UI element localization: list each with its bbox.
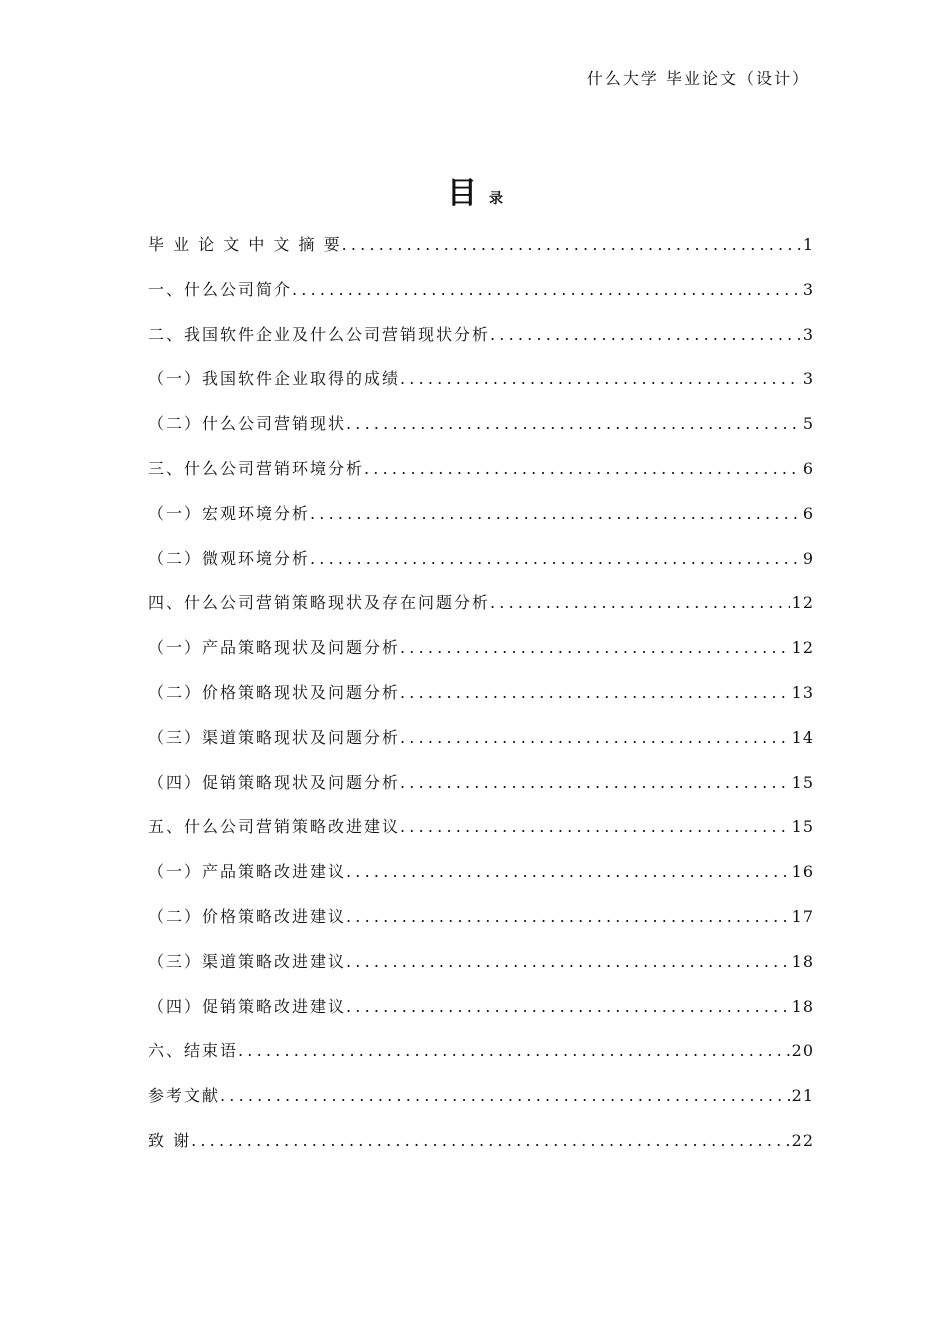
toc-entry[interactable] [148,904,814,949]
toc-entry[interactable] [148,680,814,725]
toc-dot-leader [490,593,790,612]
toc-dot-leader [292,280,801,299]
toc-entry-label: （二）微观环境分析 [148,548,311,568]
toc-entry-label: （一）我国软件企业取得的成绩 [148,369,401,389]
toc-entry-page-number: 3 [802,369,814,389]
page-header: 什么大学 毕业论文（设计） [586,69,810,88]
toc-dot-leader [342,235,801,254]
toc-entry[interactable] [148,322,814,367]
toc-entry[interactable] [148,635,814,680]
toc-dot-leader [400,683,790,702]
toc-entry-label: 致 谢 [148,1130,192,1150]
toc-entry-label: 二、我国软件企业及什么公司营销现状分析 [148,324,491,344]
toc-entry-page-number: 12 [791,638,814,658]
toc-entry-label: （一）产品策略改进建议 [148,862,347,882]
toc-entry[interactable] [148,814,814,859]
toc-entry-page-number: 20 [791,1041,814,1061]
toc-dot-leader [191,1131,790,1150]
toc-dot-leader [238,1041,790,1060]
toc-entry-label: 参考文献 [148,1086,221,1106]
toc-dot-leader [400,638,790,657]
toc-entry-page-number: 13 [791,682,814,702]
toc-entry[interactable] [148,232,814,277]
toc-entry-label: （三）渠道策略现状及问题分析 [148,727,401,747]
toc-entry-page-number: 3 [802,324,814,344]
toc-entry[interactable] [148,366,814,411]
toc-entry-page-number: 21 [791,1086,814,1106]
toc-entry[interactable] [148,949,814,994]
toc-entry-label: （一）产品策略现状及问题分析 [148,638,401,658]
toc-entry-page-number: 5 [802,414,814,434]
toc-entry-label: 五、什么公司营销策略改进建议 [148,817,401,837]
toc-dot-leader [346,414,801,433]
toc-entry-page-number: 15 [791,817,814,837]
toc-entry[interactable] [148,546,814,591]
toc-dot-leader [364,459,801,478]
toc-dot-leader [310,549,801,568]
toc-dot-leader [400,728,790,747]
toc-title [0,168,950,212]
toc-entry-page-number: 14 [791,727,814,747]
toc-dot-leader [400,369,801,388]
toc-entry[interactable] [148,994,814,1039]
toc-entry-label: （三）渠道策略改进建议 [148,951,347,971]
toc-entry[interactable] [148,1083,814,1128]
toc-entry-label: （四）促销策略现状及问题分析 [148,772,401,792]
toc-entry-page-number: 12 [791,593,814,613]
toc-dot-leader [346,907,790,926]
toc-entry-label: （一）宏观环境分析 [148,503,311,523]
toc-entry-page-number: 18 [791,996,814,1016]
toc-entry-page-number: 16 [791,862,814,882]
toc-entry[interactable] [148,725,814,770]
toc-entry[interactable] [148,411,814,456]
toc-entry-label: （四）促销策略改进建议 [148,996,347,1016]
toc-entry-label: 三、什么公司营销环境分析 [148,458,365,478]
toc-entry[interactable] [148,501,814,546]
toc-entry-label: 毕 业 论 文 中 文 摘 要 [148,235,342,254]
toc-dot-leader [220,1086,790,1105]
toc-entry-page-number: 9 [802,548,814,568]
toc-entry-page-number: 15 [791,772,814,792]
toc-entry-page-number: 22 [791,1130,814,1150]
table-of-contents [148,232,814,1173]
toc-entry-label: 四、什么公司营销策略现状及存在问题分析 [148,593,491,613]
toc-entry[interactable] [148,277,814,322]
toc-entry-label: （二）价格策略改进建议 [148,906,347,926]
toc-dot-leader [400,773,790,792]
toc-entry-page-number: 17 [791,906,814,926]
toc-entry-page-number: 1 [802,235,814,254]
toc-dot-leader [400,817,790,836]
toc-dot-leader [346,997,790,1016]
toc-entry-label: （二）价格策略现状及问题分析 [148,682,401,702]
toc-entry[interactable] [148,1128,814,1173]
toc-dot-leader [346,952,790,971]
toc-dot-leader [346,862,790,881]
toc-entry-page-number: 3 [802,279,814,299]
toc-entry-page-number: 6 [802,458,814,478]
toc-entry[interactable] [148,859,814,904]
toc-entry-label: 六、结束语 [148,1041,239,1061]
toc-entry-label: （二）什么公司营销现状 [148,414,347,434]
toc-entry-label: 一、什么公司简介 [148,279,293,299]
toc-entry-page-number: 18 [791,951,814,971]
toc-dot-leader [310,504,801,523]
toc-entry[interactable] [148,770,814,815]
toc-title-main: 目 [447,176,477,211]
toc-entry[interactable] [148,1038,814,1083]
toc-entry-page-number: 6 [802,503,814,523]
toc-entry[interactable] [148,590,814,635]
toc-title-suffix: 录 [489,191,503,207]
toc-dot-leader [490,325,801,344]
toc-entry[interactable] [148,456,814,501]
